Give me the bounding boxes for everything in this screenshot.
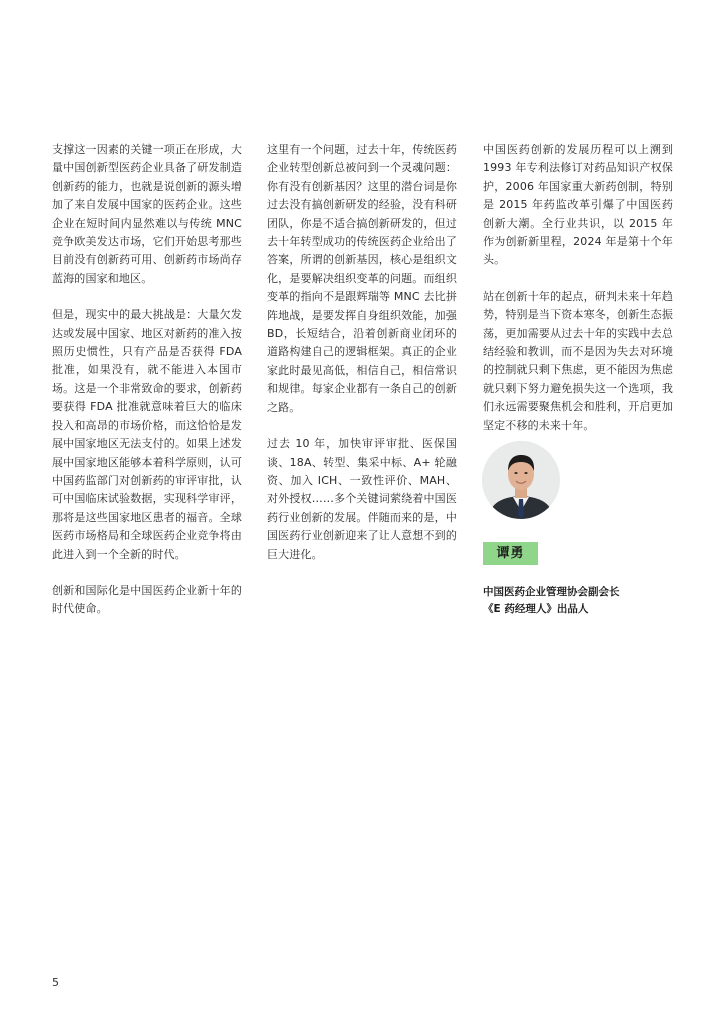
paragraph: 中国医药创新的发展历程可以上溯到 1993 年专利法修订对药品知识产权保护，2006 年国家重大新药创制，特别是 2015 年药监改革引爆了中国医药创新大潮。全行业共识，以 2015 年作为创新新里程，2024 年是第十个年头。 [483, 143, 673, 267]
paragraph: 过去 10 年，加快审评审批、医保国谈、18A、转型、集采中标、A+ 轮融资、加入 ICH、一致性评价、MAH、对外授权……多个关键词萦绕着中国医药行业创新的发展。伴随而来的是，中国医药行业创新迎来了让人意想不到的巨大进化。 [267, 437, 457, 561]
paragraph: 支撑这一因素的关键一项正在形成，大量中国创新型医药企业具备了研发制造创新药的能力，也就是说创新的源头增加了来自发展中国家的医药企业。这些企业在短时间内显然难以与传统 MNC 竞争欧美发达市场，它们开始思考那些目前没有创新药可用、创新药市场尚存蓝海的国家和地区。 [52, 143, 242, 285]
page-number: 5 [52, 976, 59, 989]
article-column-right [483, 141, 673, 453]
article-column-middle [267, 141, 457, 582]
author-title: 中国医药企业管理协会副会长 [483, 586, 620, 598]
paragraph: 但是，现实中的最大挑战是：大量欠发达或发展中国家、地区对新药的准入按照历史惯性，只有产品是否获得 FDA 批准，如果没有，就不能进入本国市场。这是一个非常致命的要求，创新药要获得 FDA 批准就意味着巨大的临床投入和高昂的市场价格，而这恰恰是发展中国家地区无法支付的。如果上述发展中国家地区能够本着科学原则，认可中国药监部门对创新药的审评审批，认可中国临床试验数据，实现科学审评，那将是这些国家地区患者的福音。全球医药市场格局和全球医药企业竞争将由此进入到一个全新的时代。 [52, 308, 242, 561]
author-name-badge: 谭勇 [483, 542, 538, 565]
author-portrait [482, 441, 560, 519]
paragraph: 这里有一个问题，过去十年，传统医药企业转型创新总被问到一个灵魂问题：你有没有创新基因？这里的潜台词是你过去没有搞创新研发的经验，没有科研团队，你是不适合搞创新研发的，但过去十年转型成功的传统医药企业给出了答案，所谓的创新基因，核心是组织文化，是要解决组织变革的问题。而组织变革的指向不是跟辉瑞等 MNC 去比拼阵地战，是要发挥自身组织效能，加强 BD，长短结合，沿着创新商业闭环的道路构建自己的逻辑框架。真正的企业家此时最见高低，相信自己，相信常识和规律。每家企业都有一条自己的创新之路。 [267, 143, 457, 414]
paragraph: 站在创新十年的起点，研判未来十年趋势，特别是当下资本寒冬，创新生态振荡，更加需要从过去十年的实践中去总结经验和教训，而不是因为失去对环境的控制就只剩下焦虑，更不能因为焦虑就只剩下努力避免损失这一个选项，我们永远需要聚焦机会和胜利，开启更加坚定不移的未来十年。 [483, 289, 673, 432]
person-icon [482, 441, 560, 519]
article-column-left [52, 141, 242, 637]
paragraph: 创新和国际化是中国医药企业新十年的时代使命。 [52, 583, 242, 616]
author-affiliation: 《E 药经理人》出品人 [483, 603, 589, 615]
